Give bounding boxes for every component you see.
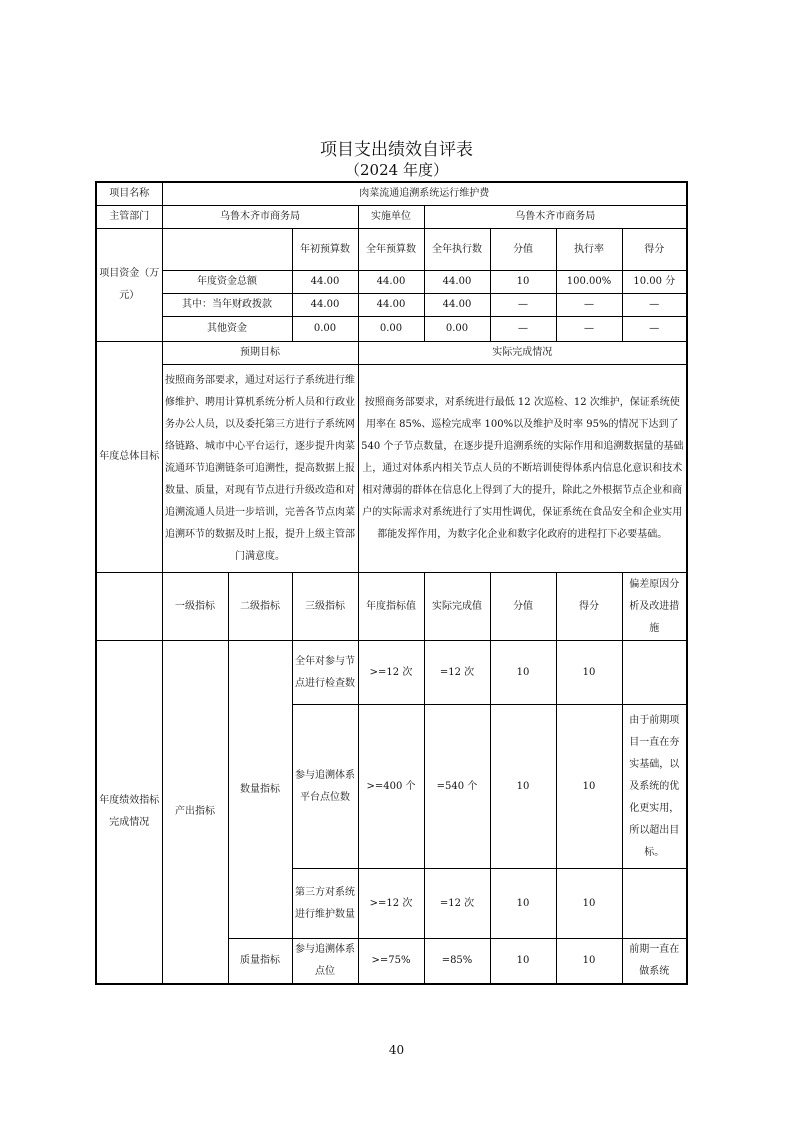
score-value: 10 bbox=[556, 869, 622, 939]
expected-goal-header: 预期目标 bbox=[162, 342, 358, 365]
page-subtitle: （2024 年度） bbox=[345, 161, 448, 179]
score-weight-value: 10 bbox=[490, 939, 556, 985]
header-actual: 实际完成值 bbox=[424, 573, 490, 641]
funds-score-weight: 10 bbox=[490, 271, 556, 294]
score-weight-value: 10 bbox=[490, 641, 556, 705]
funds-executed: 44.00 bbox=[424, 294, 490, 317]
impl-label: 实施单位 bbox=[358, 206, 424, 229]
funds-full-budget: 44.00 bbox=[358, 271, 424, 294]
funds-score-weight: — bbox=[490, 294, 556, 317]
goals-label: 年度总体目标 bbox=[96, 342, 162, 573]
funds-full-budget: 44.00 bbox=[358, 294, 424, 317]
expected-goal-text: 按照商务部要求，通过对运行子系统进行维修维护、聘用计算机系统分析人员和行政业务办公人员，以及委托第三方进行子系统网络链路、城市中心平台运行，逐步提升肉菜流通环节追溯链条可追溯性，提高数据上报数量、质量，对现有节点进行升级改造和对追溯流通人员进一步培训，完善各节点肉菜追溯环节的数据及时上报，提升上级主管部门满意度。 bbox=[162, 365, 358, 573]
level3-indicator: 全年对参与节点进行检查数 bbox=[292, 641, 358, 705]
level3-indicator: 参与追溯体系点位 bbox=[292, 939, 358, 985]
dept-value: 乌鲁木齐市商务局 bbox=[162, 206, 358, 229]
actual-goal-header: 实际完成情况 bbox=[358, 342, 687, 365]
level2-quality: 质量指标 bbox=[228, 939, 292, 985]
funds-executed: 0.00 bbox=[424, 317, 490, 342]
header-initial-budget: 年初预算数 bbox=[292, 229, 358, 271]
level3-indicator: 第三方对系统进行维护数量 bbox=[292, 869, 358, 939]
funds-label: 项目资金（万元） bbox=[96, 229, 162, 342]
funds-score: — bbox=[622, 294, 687, 317]
header-level1: 一级指标 bbox=[162, 573, 228, 641]
page-title: 项目支出绩效自评表 bbox=[320, 140, 473, 160]
annual-target-value: >=12 次 bbox=[358, 869, 424, 939]
actual-value: =540 个 bbox=[424, 705, 490, 869]
header-full-budget: 全年预算数 bbox=[358, 229, 424, 271]
funds-header-blank bbox=[162, 229, 292, 271]
header-level2: 二级指标 bbox=[228, 573, 292, 641]
header-score-weight: 分值 bbox=[490, 229, 556, 271]
level2-quantity: 数量指标 bbox=[228, 641, 292, 939]
funds-initial: 0.00 bbox=[292, 317, 358, 342]
funds-exec-rate: 100.00% bbox=[556, 271, 622, 294]
funds-row-label: 其他资金 bbox=[162, 317, 292, 342]
funds-score: 10.00 分 bbox=[622, 271, 687, 294]
funds-exec-rate: — bbox=[556, 317, 622, 342]
score-weight-value: 10 bbox=[490, 869, 556, 939]
score-value: 10 bbox=[556, 705, 622, 869]
score-value: 10 bbox=[556, 939, 622, 985]
deviation-text: 前期一直在做系统 bbox=[622, 939, 687, 985]
funds-score-weight: — bbox=[490, 317, 556, 342]
header-deviation: 偏差原因分析及改进措施 bbox=[622, 573, 687, 641]
header-annual-target: 年度指标值 bbox=[358, 573, 424, 641]
level3-indicator: 参与追溯体系平台点位数 bbox=[292, 705, 358, 869]
funds-row bbox=[96, 317, 687, 342]
funds-row bbox=[96, 294, 687, 317]
header-score: 得分 bbox=[622, 229, 687, 271]
indicator-section-label: 年度绩效指标完成情况 bbox=[96, 641, 162, 985]
funds-score: — bbox=[622, 317, 687, 342]
annual-target-value: >=12 次 bbox=[358, 641, 424, 705]
funds-initial: 44.00 bbox=[292, 271, 358, 294]
actual-value: =85% bbox=[424, 939, 490, 985]
header-exec-rate: 执行率 bbox=[556, 229, 622, 271]
funds-full-budget: 0.00 bbox=[358, 317, 424, 342]
annual-target-value: >=400 个 bbox=[358, 705, 424, 869]
funds-executed: 44.00 bbox=[424, 271, 490, 294]
header-level3: 三级指标 bbox=[292, 573, 358, 641]
impl-value: 乌鲁木齐市商务局 bbox=[424, 206, 687, 229]
score-weight-value: 10 bbox=[490, 705, 556, 869]
funds-initial: 44.00 bbox=[292, 294, 358, 317]
deviation-text: 由于前期项目一直在夯实基础，以及系统的优化更实用，所以超出目标。 bbox=[622, 705, 687, 869]
funds-row-label: 其中：当年财政拨款 bbox=[162, 294, 292, 317]
level1-output: 产出指标 bbox=[162, 641, 228, 985]
deviation-text bbox=[622, 641, 687, 705]
indicator-header-blank bbox=[96, 573, 162, 641]
page-number: 40 bbox=[388, 1043, 405, 1057]
header-score-2: 得分 bbox=[556, 573, 622, 641]
funds-exec-rate: — bbox=[556, 294, 622, 317]
funds-row-label: 年度资金总额 bbox=[162, 271, 292, 294]
score-value: 10 bbox=[556, 641, 622, 705]
project-name-value: 肉菜流通追溯系统运行维护费 bbox=[162, 182, 687, 206]
performance-table bbox=[95, 181, 688, 985]
actual-goal-text: 按照商务部要求，对系统进行最低 12 次巡检、12 次维护，保证系统使用率在 85%、巡检完成率 100%以及维护及时率 95%的情况下达到了 540 个子节点数量，在逐步提升追溯系统的实际作用和追溯数据量的基础上，通过对体系内相关节点人员的不断培训使得体系内信息化意识和技术相对薄弱的群体在信息化上得到了大的提升，除此之外根据节点企业和商户的实际需求对系统进行了实用性调优，保证系统在食品安全和企业实用都能发挥作用，为数字化企业和数字化政府的进程打下必要基础。 bbox=[358, 365, 687, 573]
actual-value: =12 次 bbox=[424, 641, 490, 705]
deviation-text bbox=[622, 869, 687, 939]
dept-label: 主管部门 bbox=[96, 206, 162, 229]
funds-row bbox=[96, 271, 687, 294]
table-row bbox=[96, 641, 687, 705]
annual-target-value: >=75% bbox=[358, 939, 424, 985]
project-name-label: 项目名称 bbox=[96, 182, 162, 206]
header-executed: 全年执行数 bbox=[424, 229, 490, 271]
actual-value: =12 次 bbox=[424, 869, 490, 939]
header-score-weight-2: 分值 bbox=[490, 573, 556, 641]
